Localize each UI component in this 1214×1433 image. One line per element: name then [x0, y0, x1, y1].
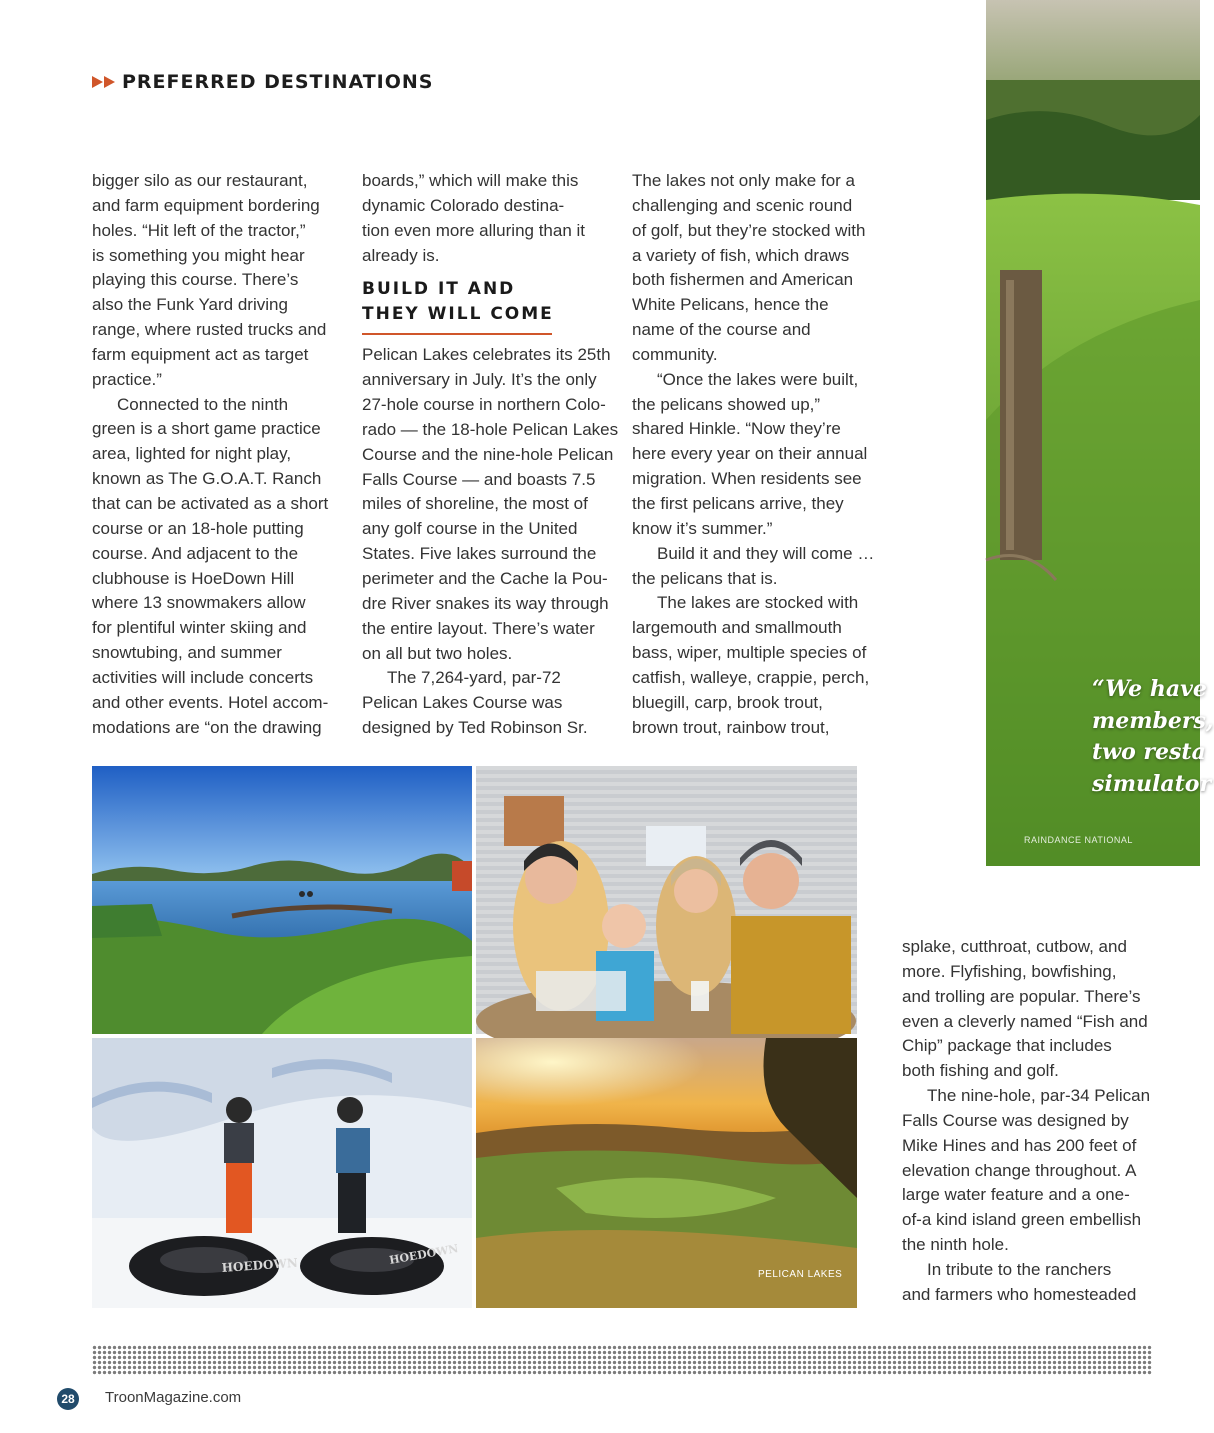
- text-line: also the Funk Yard driving: [92, 295, 288, 315]
- text-line: dynamic Colorado destina-: [362, 195, 565, 215]
- text-line: more. Flyfishing, bowfishing,: [902, 961, 1117, 981]
- text-line: know it’s summer.”: [632, 518, 773, 538]
- text-line: and other events. Hotel accom-: [92, 692, 329, 712]
- article-column-4: [902, 935, 1162, 1308]
- subheading: [362, 277, 612, 327]
- text-line: even a cleverly named “Fish and: [902, 1011, 1148, 1031]
- text-line: the ninth hole.: [902, 1235, 1009, 1255]
- text-line: course or an 18-hole putting: [92, 518, 304, 538]
- text-line: both fishermen and American: [632, 270, 854, 290]
- text-line: green is a short game practice: [92, 419, 321, 439]
- text-line: where 13 snowmakers allow: [92, 593, 306, 613]
- text-line: course. And adjacent to the: [92, 543, 299, 563]
- text-line: elevation change throughout. A: [902, 1160, 1137, 1180]
- text-line: Chip” package that includes: [902, 1036, 1112, 1056]
- subheading-line: BUILD IT AND: [362, 279, 516, 300]
- text-line: range, where rusted trucks and: [92, 320, 327, 340]
- text-line: a variety of fish, which draws: [632, 245, 850, 265]
- text-line: and farmers who homesteaded: [902, 1284, 1137, 1304]
- section-title: PREFERRED DESTINATIONS: [122, 71, 434, 93]
- text-line: clubhouse is HoeDown Hill: [92, 568, 295, 588]
- text-line: bigger silo as our restaurant,: [92, 171, 308, 190]
- text-line: both fishing and golf.: [902, 1061, 1059, 1081]
- text-line: of-a kind island green embellish: [902, 1210, 1142, 1230]
- text-line: modations are “on the drawing: [92, 717, 322, 737]
- text-line: shared Hinkle. “Now they’re: [632, 419, 841, 439]
- text-line: on all but two holes.: [362, 643, 513, 663]
- text-line: the pelicans that is.: [632, 568, 778, 588]
- decorative-dot-band: [92, 1345, 1152, 1375]
- lake-bridge-photo: [92, 766, 472, 1034]
- text-line: practice.”: [92, 369, 162, 389]
- text-line: catfish, walleye, crappie, perch,: [632, 667, 870, 687]
- text-line: large water feature and a one-: [902, 1185, 1130, 1205]
- pull-quote-line: members,: [1092, 707, 1214, 734]
- text-line: designed by Ted Robinson Sr.: [362, 718, 588, 738]
- text-line: Pelican Lakes celebrates its 25th: [362, 345, 611, 365]
- text-line: that can be activated as a short: [92, 493, 329, 513]
- article-column-1: [92, 169, 342, 740]
- text-line: the entire layout. There’s water: [362, 618, 595, 638]
- text-line: already is.: [362, 245, 440, 265]
- tube-brand-text: HOEDOWN: [388, 1242, 460, 1267]
- text-line: farm equipment act as target: [92, 344, 309, 364]
- pull-quote-line: two resta: [1092, 739, 1206, 765]
- page-number-badge: 28: [57, 1388, 79, 1410]
- text-line: largemouth and smallmouth: [632, 618, 842, 638]
- text-line: boards,” which will make this: [362, 171, 579, 190]
- section-header: [92, 70, 433, 94]
- text-line: brown trout, rainbow trout,: [632, 717, 830, 737]
- text-line: area, lighted for night play,: [92, 444, 292, 464]
- text-line: The nine-hole, par-34 Pelican: [927, 1086, 1151, 1106]
- text-line: migration. When residents see: [632, 469, 862, 489]
- text-line: bluegill, carp, brook trout,: [632, 692, 823, 712]
- text-line: playing this course. There’s: [92, 270, 299, 290]
- text-line: Falls Course was designed by: [902, 1110, 1129, 1130]
- text-line: is something you might hear: [92, 245, 305, 265]
- pull-quote-line: “We have: [1092, 676, 1207, 702]
- text-line: holes. “Hit left of the tractor,”: [92, 220, 306, 240]
- text-line: the first pelicans arrive, they: [632, 493, 844, 513]
- double-arrow-icon: [92, 75, 118, 89]
- text-line: Course and the nine-hole Pelican: [362, 444, 614, 464]
- text-line: Falls Course — and boasts 7.5: [362, 469, 596, 489]
- photo-credit: PELICAN LAKES: [758, 1269, 843, 1280]
- text-line: snowtubing, and summer: [92, 643, 282, 663]
- text-line: known as The G.O.A.T. Ranch: [92, 469, 322, 489]
- site-url: TroonMagazine.com: [105, 1389, 242, 1406]
- text-line: Mike Hines and has 200 feet of: [902, 1135, 1137, 1155]
- text-line: Build it and they will come …: [657, 543, 875, 563]
- text-line: and farm equipment bordering: [92, 195, 320, 215]
- text-line: The lakes not only make for a: [632, 171, 856, 190]
- text-line: challenging and scenic round: [632, 195, 853, 215]
- golf-sunset-photo: [476, 1038, 857, 1308]
- text-line: and trolling are popular. There’s: [902, 986, 1141, 1006]
- subheading-rule: [362, 333, 552, 335]
- text-line: dre River snakes its way through: [362, 593, 609, 613]
- text-line: name of the course and: [632, 320, 811, 340]
- text-line: The 7,264-yard, par-72: [387, 668, 561, 688]
- snow-tubing-photo: [92, 1038, 472, 1308]
- text-line: White Pelicans, hence the: [632, 295, 829, 315]
- text-line: anniversary in July. It’s the only: [362, 370, 597, 390]
- text-line: any golf course in the United: [362, 519, 578, 539]
- article-column-3: [632, 169, 882, 740]
- text-line: 27-hole course in northern Colo-: [362, 395, 606, 415]
- pull-quote: [1092, 674, 1214, 800]
- photo-credit: RAINDANCE NATIONAL: [1024, 835, 1133, 845]
- tube-brand-text: HOEDOWN: [221, 1255, 299, 1275]
- text-line: Pelican Lakes Course was: [362, 693, 563, 713]
- text-line: community.: [632, 344, 718, 364]
- text-line: here every year on their annual: [632, 444, 868, 464]
- text-line: perimeter and the Cache la Pou-: [362, 568, 608, 588]
- text-line: “Once the lakes were built,: [657, 369, 859, 389]
- subheading-line: THEY WILL COME: [362, 304, 554, 325]
- text-line: tion even more alluring than it: [362, 220, 586, 240]
- text-line: States. Five lakes surround the: [362, 544, 597, 564]
- text-line: rado — the 18-hole Pelican Lakes: [362, 419, 619, 439]
- pull-quote-line: simulator: [1092, 770, 1212, 797]
- text-line: of golf, but they’re stocked with: [632, 220, 866, 240]
- text-line: The lakes are stocked with: [657, 593, 859, 613]
- text-line: In tribute to the ranchers: [927, 1259, 1112, 1279]
- article-column-2: [362, 169, 619, 741]
- text-line: Connected to the ninth: [117, 394, 289, 414]
- text-line: bass, wiper, multiple species of: [632, 643, 867, 663]
- text-line: activities will include concerts: [92, 667, 314, 687]
- restaurant-guests-photo: [476, 766, 857, 1034]
- text-line: the pelicans showed up,”: [632, 394, 821, 414]
- text-line: splake, cutthroat, cutbow, and: [902, 937, 1127, 956]
- text-line: miles of shoreline, the most of: [362, 494, 588, 514]
- text-line: for plentiful winter skiing and: [92, 618, 307, 638]
